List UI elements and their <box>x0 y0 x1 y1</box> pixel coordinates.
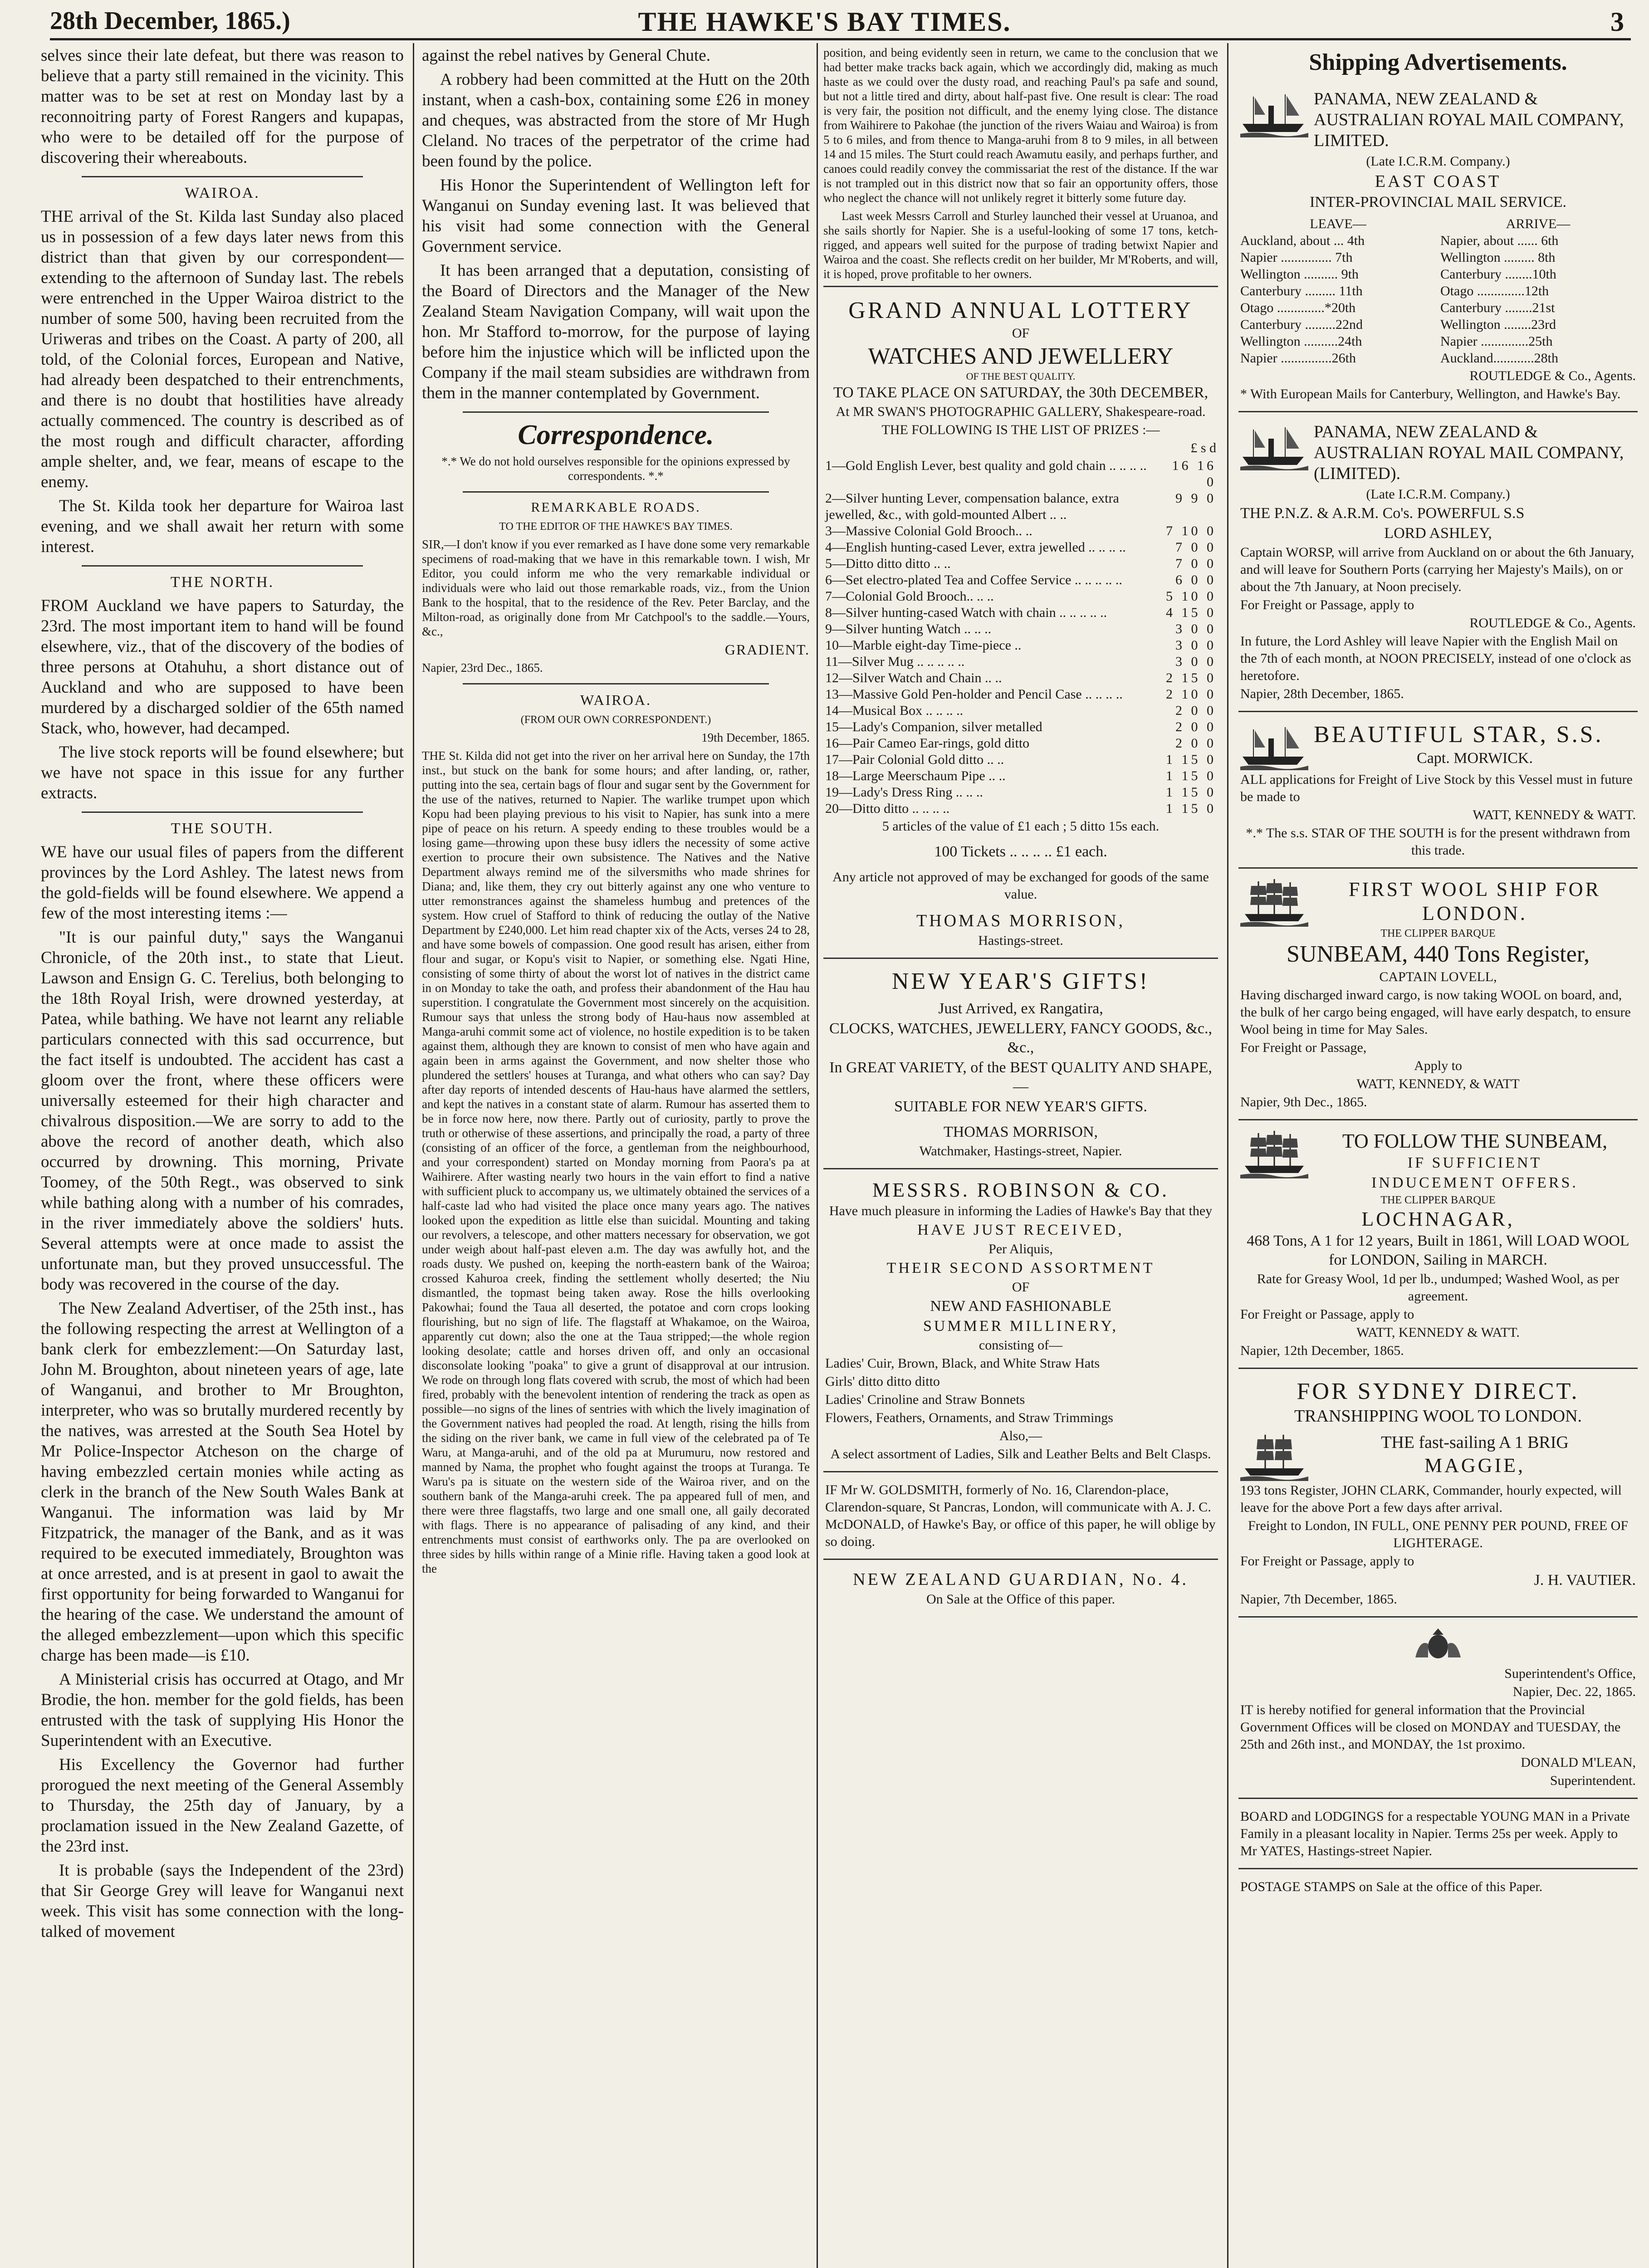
masthead-rule <box>50 38 1631 40</box>
section-rule <box>823 286 1218 287</box>
letter-date: Napier, 23rd Dec., 1865. <box>422 661 543 675</box>
article-text: His Honor the Superintendent of Wellington left for Wanganui on Sunday evening last. It was believed that his visit had some connection with the General Government service. <box>422 176 810 256</box>
prize-value: 2 10 0 <box>1166 687 1216 702</box>
ad-text: SUMMER MILLINERY, <box>923 1318 1119 1334</box>
masthead <box>0 0 1649 36</box>
ad-item: Girls' ditto ditto ditto <box>825 1374 940 1389</box>
article-text: A robbery had been committed at the Hutt on the 20th instant, when a cash-box, containing some £26 in money and cheques, was abstracted from the store of Mr Hugh Cleland. No traces of the perpetrator of the crime had been found by the police. <box>422 70 810 171</box>
section-rule <box>82 565 363 567</box>
schedule-entry: Auckland............28th <box>1440 351 1558 366</box>
ad-text: OF <box>1012 1280 1030 1295</box>
ad-robinson-millinery <box>823 1173 1218 1472</box>
prize-value: 2 15 0 <box>1166 670 1216 685</box>
ad-date: Napier, Dec. 22, 1865. <box>1512 1684 1636 1699</box>
ad-board-lodgings <box>1238 1803 1638 1869</box>
prize-value: 2 0 0 <box>1175 703 1216 718</box>
ad-headline: PANAMA, NEW ZEALAND & AUSTRALIAN ROYAL MAIL COMPANY, LIMITED. <box>1314 89 1624 150</box>
column-2 <box>422 45 810 2268</box>
ad-text: Capt. MORWICK. <box>1417 750 1533 767</box>
ad-text: consisting of— <box>979 1338 1063 1353</box>
ad-text: *.* The s.s. STAR OF THE SOUTH is for the present withdrawn from this trade. <box>1246 826 1630 858</box>
ad-text: NEW AND FASHIONABLE <box>930 1298 1111 1315</box>
ad-text: THE P.N.Z. & A.R.M. Co's. POWERFUL S.S <box>1240 505 1525 522</box>
ad-text: ALL applications for Freight of Live Stock by this Vessel must in future be made to <box>1240 772 1633 804</box>
schedule-entry: Napier ...............26th <box>1240 351 1356 366</box>
prize-name: 19—Lady's Dress Ring .. .. .. <box>825 785 983 800</box>
column-divider <box>1227 43 1228 2268</box>
prize-name: 15—Lady's Companion, silver metalled <box>825 719 1042 734</box>
prize-row <box>825 801 1216 817</box>
prize-value: 2 0 0 <box>1175 719 1216 734</box>
section-rule <box>463 491 769 493</box>
column-4 <box>1238 45 1638 2268</box>
schedule-entry: Canterbury ........10th <box>1440 267 1556 282</box>
ad-signature: THOMAS MORRISON, <box>943 1124 1098 1140</box>
schedule-entry: Napier ............... 7th <box>1240 250 1353 265</box>
ad-text: Freight to London, IN FULL, ONE PENNY PER POUND, FREE OF LIGHTERAGE. <box>1248 1518 1629 1550</box>
section-heading-north: THE NORTH. <box>170 574 274 591</box>
steamship-icon <box>1240 720 1308 770</box>
prize-value: 1 15 0 <box>1166 768 1216 783</box>
prize-row <box>825 768 1216 784</box>
ship-name: MAGGIE, <box>1424 1454 1525 1476</box>
prize-name: 4—English hunting-cased Lever, extra jewelled .. .. .. .. <box>825 540 1126 555</box>
section-rule <box>463 411 769 413</box>
ad-text: Just Arrived, ex Rangatira, <box>938 1000 1103 1017</box>
ad-signature: WATT, KENNEDY, & WATT <box>1356 1076 1520 1091</box>
article-text: It is probable (says the Independent of the 23rd) that Sir George Grey will leave for Wanganui next week. This visit has some connection with the long-talked of movement <box>41 1861 404 1941</box>
prize-name: 20—Ditto ditto .. .. .. .. <box>825 801 950 816</box>
schedule-entry: Wellington ..........24th <box>1240 334 1362 349</box>
newspaper-title: THE HAWKE'S BAY TIMES. <box>638 7 1011 37</box>
schedule-entry: Wellington ........23rd <box>1440 317 1556 332</box>
ad-text: For Freight or Passage, <box>1240 1040 1367 1055</box>
section-heading-correspondence: Correspondence. <box>518 420 714 450</box>
ship-name: LORD ASHLEY, <box>1384 525 1492 542</box>
prize-name: 7—Colonial Gold Brooch.. .. .. <box>825 589 994 604</box>
letter-addressee: TO THE EDITOR OF THE HAWKE'S BAY TIMES. <box>499 521 733 533</box>
ship-name: SUNBEAM, 440 Tons Register, <box>1287 941 1590 967</box>
disclaimer: *.* We do not hold ourselves responsible for the opinions expressed by correspondents. *.* <box>441 455 790 483</box>
ad-text: INDUCEMENT OFFERS. <box>1371 1174 1578 1191</box>
ad-text: THEIR SECOND ASSORTMENT <box>886 1260 1155 1276</box>
prize-value: 6 0 0 <box>1175 572 1216 587</box>
prize-name: 5—Ditto ditto ditto .. .. <box>825 556 951 571</box>
letter-text: SIR,—I don't know if you ever remarked as I have done some very remarkable specimens of road-making that we have in this remarkable town. I wish, Mr Editor, you could inform me who the very remarkable individual or individuals were who laid out those remarkable roads, viz., from the Union Bank to the hospital, that to the residence of the Rev. Peter Barclay, and the Milton-road, as originally done from Mr Catchpool's to the saddle.—Yours, &c., <box>422 538 810 638</box>
prize-name: 17—Pair Colonial Gold ditto .. .. <box>825 752 1004 767</box>
ad-item: Ladies' Crinoline and Straw Bonnets <box>825 1392 1025 1407</box>
ad-text: Any article not approved of may be exchanged for goods of the same value. <box>832 870 1209 902</box>
ad-new-years-gifts <box>823 963 1218 1169</box>
ad-headline: NEW YEAR'S GIFTS! <box>891 968 1150 994</box>
prize-name: 3—Massive Colonial Gold Brooch.. .. <box>825 523 1032 538</box>
section-heading-wairoa-correspondent: WAIROA. <box>580 692 651 708</box>
column-divider <box>817 43 818 2268</box>
ad-lochnagar <box>1238 1124 1638 1369</box>
prize-value: 3 0 0 <box>1175 654 1216 669</box>
currency-header: £ s d <box>1190 440 1216 455</box>
prize-row <box>825 752 1216 768</box>
ad-text: Superintendent. <box>1550 1773 1636 1788</box>
ad-text: OF <box>1012 326 1030 341</box>
prize-row <box>825 572 1216 588</box>
prize-row <box>825 703 1216 719</box>
ad-signature: THOMAS MORRISON, <box>916 911 1125 930</box>
schedule-entry: Wellington ......... 8th <box>1440 250 1556 265</box>
sailing-ship-icon <box>1240 877 1308 927</box>
ad-headline: BEAUTIFUL STAR, S.S. <box>1314 722 1604 748</box>
article-text: THE St. Kilda did not get into the river on her arrival here on Sunday, the 17th inst., but stuck on the bank for some hours; and after landing, or, rather, putting into the sea, certain bags of flour and sugar sent by the Government for the use of the natives, returned to Napier. The warlike trumpet upon which Kopu had been playing previous to his visit to Napier, has sunk into a mere pipe of peace on his return. A speedy ending to these troubles would be a losing game—throwing upon these busy idlers the necessity of some active exertion to procure their own subsistence. The Natives and the Native Department always remind me of the silversmiths who made shrines for Diana; and, like them, they cry out bitterly against any one who venture to utter remonstrances against the shameless humbug and pretences of the system. How cruel of Stafford to think of reducing the outlay of the Native Department by £240,000. Let him read chapter xix of the Acts, verses 24 to 28, and have some bowels of compassion. One good result has arisen, either from flour and sugar, or Kopu's visit to Napier, or something else. Ngati Hine, consisting of some thirty of about the worst lot of natives in the district came in on Monday to take the oath, and profess their abandonment of the Hau hau superstition. I congratulate the Government most sincerely on the acquisition. Rumour says that unless the strong body of Hau-haus now assembled at Manga-aruhi commit some act of violence, no hostile expedition is to be taken against them, although they are known to consist of men who have again and again been in arms against the Government, and now shelter those who plundered the settlers' houses at Turanga, and what others who can say? Day after day reports of intended descents of Hau-haus have alarmed the settlers, and kept the natives in a constant state of alarm. Rumour has asserted them to be in force now here, now there. Partly out of curiosity, partly to prove the truth or otherwise of these assertions, and principally the road, a party of three (consisting of an officer of the force, a gentleman from the neighbourhood, and your correspondent) started on Monday morning from Paora's pa at Waihirere. After wasting nearly two hours in the vain effort to find a native with sufficient pluck to accompany us, we ultimately obtained the services of a half-caste lad who had visited the place once many years ago. The natives looked upon the expedition as little else than suicidal. Mounting and taking our revolvers, a telescope, and other matters necessary for observation, we got under weigh about half-past eleven a.m. The day was awfully hot, and the roads dusty. We pushed on, keeping the north-eastern bank of the Wairoa; crossed Kahuroa creek, finding the settlement wholly deserted; the Niu dismantled, the topmast being taken away. Rose the hills overlooking Pakowhai; found the Taua all deserted, the potatoe and corn crops looking flourishing, but no sign of life. The flagstaff at Whakamoe, on the Wairoa, apparently cut down; also the one at the Taua stripped;—the whole region looking desolate; cattle and horses driven off, and only an occasional disconsolate looking "poaka" to give a grunt of disapproval at our intrusion. We rode on through long flats covered with scrub, the most of which had been fired, probably with the benevolent intention of rendering the track as open as possible—no signs of the lines of sentries with which the lively imagination of the Government natives had peopled the road. At length, rising the hills from the siding on the river bank, we came in full view of the celebrated pa of Te Waru, at Manga-aruhi, and of the old pa at Murumuru, now restored and manned by Nama, the prophet who fought against the troops at Turanga. Te Waru's pa is situate on the western side of the Wairoa river, and on the southern bank of the Manga-aruhi creek. The pa appeared full of men, and there were three flagstaffs, two large and one small one, all gaily decorated with flags. There is no appearance of palisading of any kind, and their entrenchments must consist of earthworks only. The pa are overlooked on three sides by hills within range of a Minie rifle. Having taken a good look at the <box>422 749 810 1575</box>
prize-name: 1—Gold English Lever, best quality and gold chain .. .. .. .. <box>825 458 1147 473</box>
ad-headline: LONDON. <box>1422 902 1527 924</box>
ad-signature: WATT, KENNEDY & WATT. <box>1473 807 1636 822</box>
ad-text: For Freight or Passage, apply to <box>1240 1554 1414 1569</box>
schedule-header-arrive: ARRIVE— <box>1506 216 1571 231</box>
mail-schedule <box>1240 232 1636 367</box>
ad-headline: FOR SYDNEY DIRECT. <box>1297 1378 1580 1404</box>
schedule-header-leave: LEAVE— <box>1310 216 1366 231</box>
ad-headline: WATCHES AND JEWELLERY <box>868 343 1174 369</box>
schedule-entry: Canterbury .........22nd <box>1240 317 1363 332</box>
prize-row <box>825 735 1216 752</box>
prize-value: 4 15 0 <box>1166 605 1216 620</box>
ad-text: 100 Tickets .. .. .. .. £1 each. <box>934 843 1107 860</box>
prize-value: 2 0 0 <box>1175 736 1216 751</box>
letter-heading: REMARKABLE ROADS. <box>531 500 701 515</box>
prize-value: 5 10 0 <box>1166 589 1216 604</box>
ad-signature: WATT, KENNEDY & WATT. <box>1356 1325 1520 1340</box>
ad-headline: PANAMA, NEW ZEALAND & AUSTRALIAN ROYAL MAIL COMPANY, (LIMITED). <box>1314 422 1624 483</box>
section-heading-wairoa: WAIROA. <box>185 185 260 201</box>
ad-signature: DONALD M'LEAN, <box>1521 1755 1636 1770</box>
column-3 <box>823 45 1218 2268</box>
ad-beautiful-star <box>1238 716 1638 869</box>
issue-date: 28th December, 1865.) <box>50 7 290 35</box>
column-1 <box>41 45 404 2268</box>
prize-row <box>825 686 1216 703</box>
ad-text: On Sale at the Office of this paper. <box>926 1592 1115 1607</box>
ad-text: 193 tons Register, JOHN CLARK, Commander, hourly expected, will leave for the above Port a few days after arrival. <box>1240 1483 1622 1515</box>
ad-date: Napier, 12th December, 1865. <box>1240 1343 1404 1358</box>
ad-lord-ashley <box>1238 416 1638 712</box>
prize-row <box>825 539 1216 556</box>
byline: (FROM OUR OWN CORRESPONDENT.) <box>520 714 711 726</box>
ad-text: For Freight or Passage, apply to <box>1240 597 1414 612</box>
prize-row <box>825 784 1216 801</box>
schedule-entry: Canterbury ......... 11th <box>1240 284 1363 298</box>
article-text: WE have our usual files of papers from the different provinces by the Lord Ashley. The latest news from the gold-fields will be found elsewhere. We append a few of the most interesting items :— <box>41 843 404 923</box>
ad-text: INTER-PROVINCIAL MAIL SERVICE. <box>1309 194 1567 210</box>
ad-text: 5 articles of the value of £1 each ; 5 ditto 15s each. <box>882 819 1160 834</box>
ad-text: THE fast-sailing A 1 BRIG <box>1381 1433 1569 1452</box>
ad-text: Rate for Greasy Wool, 1d per lb., undumped; Washed Wool, as per agreement. <box>1257 1271 1620 1304</box>
prize-row <box>825 490 1216 523</box>
ad-headline: TO FOLLOW THE SUNBEAM, <box>1342 1130 1608 1152</box>
prize-name: 16—Pair Cameo Ear-rings, gold ditto <box>825 736 1030 751</box>
ad-headline: NEW ZEALAND GUARDIAN, No. 4. <box>853 1570 1189 1589</box>
schedule-entry: Otago ..............12th <box>1440 284 1549 298</box>
ad-text: IF SUFFICIENT <box>1407 1154 1542 1171</box>
royal-crest-icon <box>1240 1626 1636 1664</box>
ad-text: SUITABLE FOR NEW YEAR'S GIFTS. <box>894 1098 1147 1115</box>
sailing-ship-icon <box>1240 1431 1308 1481</box>
ad-text: THE CLIPPER BARQUE <box>1380 1194 1496 1206</box>
article-text: selves since their late defeat, but there was reason to believe that a party still remained in the vicinity. This matter was to be set at rest on Monday last by a reconnoitring party of Forest Rangers and kupapas, who were to be detailed off for the purpose of discovering their whereabouts. <box>41 46 404 167</box>
article-text: Last week Messrs Carroll and Sturley launched their vessel at Uruanoa, and she sails shortly for Napier. She is a useful-looking of some 17 tons, ketch-rigged, and appears well suited for the purpose of trading betwixt Napier and Wairoa and the coast. She reflects credit on her builder, Mr M'Roberts, and will, it is hoped, prove profitable to her owners. <box>823 209 1218 281</box>
ad-sydney-maggie <box>1238 1373 1638 1618</box>
ad-text: TO TAKE PLACE ON SATURDAY, the 30th DECEMBER, <box>833 384 1209 401</box>
ad-text: POSTAGE STAMPS on Sale at the office of this Paper. <box>1240 1879 1543 1894</box>
sailing-ship-icon <box>1240 1129 1308 1178</box>
ship-name: LOCHNAGAR, <box>1361 1208 1515 1230</box>
ad-date: Napier, 7th December, 1865. <box>1240 1592 1397 1607</box>
prize-name: 11—Silver Mug .. .. .. .. .. <box>825 654 965 669</box>
ad-text: Having discharged inward cargo, is now taking WOOL on board, and, the bulk of her cargo being engaged, will have early despatch, to ensure Wool being in time for May Sales. <box>1240 987 1631 1037</box>
ad-text: Superintendent's Office, <box>1504 1666 1636 1681</box>
ad-panama-east-coast <box>1238 83 1638 412</box>
ad-text: HAVE JUST RECEIVED, <box>917 1222 1124 1238</box>
section-heading-south: THE SOUTH. <box>171 820 274 837</box>
page-number: 3 <box>1610 7 1624 37</box>
prize-row <box>825 637 1216 654</box>
prize-row <box>825 458 1216 490</box>
ad-date: Napier, 9th Dec., 1865. <box>1240 1095 1367 1110</box>
article-text: The live stock reports will be found elsewhere; but we have not space in this issue for any further extracts. <box>41 743 404 802</box>
article-text: against the rebel natives by General Chute. <box>422 46 710 65</box>
ad-text: At MR SWAN'S PHOTOGRAPHIC GALLERY, Shakespeare-road. <box>836 404 1206 419</box>
article-text: THE arrival of the St. Kilda last Sunday also placed us in possession of a few days later news from this district than that given by our correspondent—extending to the afternoon of Sunday last. The rebels were entrenched in the Upper Wairoa district to the number of some 500, having been recruited from the Uriweras and tribes on the Coast. A party of 200, all told, of the Colonial forces, European and Native, had already been despatched to their entrenchments, and there is no doubt that hostilities have already actually commenced. The country is described as of the most rough and difficult character, affording ample shelter, and, we fear, means of escape to the enemy. <box>41 207 404 491</box>
ad-text: Watchmaker, Hastings-street, Napier. <box>919 1144 1122 1158</box>
prize-name: 2—Silver hunting Lever, compensation balance, extra jewelled, &c., with gold-mounted Albert .. .. <box>825 491 1119 522</box>
article-text: It has been arranged that a deputation, consisting of the Board of Directors and the Manager of the New Zealand Steam Navigation Company, will wait upon the hon. Mr Stafford to-morrow, for the purpose of laying before him the injustice which will be inflicted upon the Company if the mail steam subsidies are withdrawn from them in the manner contemplated by Government. <box>422 261 810 402</box>
prize-name: 12—Silver Watch and Chain .. .. <box>825 670 1002 685</box>
ad-text: (Late I.C.R.M. Company.) <box>1366 487 1510 502</box>
article-text: His Excellency the Governor had further prorogued the next meeting of the General Assembly to Thursday, the 25th day of January, by a proclamation issued in the New Zealand Gazette, of the 23rd inst. <box>41 1755 404 1856</box>
schedule-entry: Auckland, about ... 4th <box>1240 233 1365 248</box>
schedule-entry: Napier, about ...... 6th <box>1440 233 1559 248</box>
prize-list <box>825 458 1216 817</box>
prize-name: 13—Massive Gold Pen-holder and Pencil Case .. .. .. .. <box>825 687 1123 702</box>
ad-text: THE FOLLOWING IS THE LIST OF PRIZES :— <box>881 422 1160 437</box>
prize-name: 8—Silver hunting-cased Watch with chain .. .. .. .. .. <box>825 605 1107 620</box>
prize-row <box>825 556 1216 572</box>
ad-lottery <box>823 292 1218 959</box>
prize-value: 3 0 0 <box>1175 621 1216 636</box>
article-text: The New Zealand Advertiser, of the 25th inst., has the following respecting the arrest at Wellington of a bank clerk for embezzlement:—On Saturday last, John M. Broughton, about nineteen years of age, late of Wanganui, and brother to Mr Broughton, interpreter, who was so brutally murdered recently by the natives, was arrested at the South Sea Hotel by Mr Police-Inspector Atcheson on the charge of having embezzled certain monies while acting as clerk in the branch of the New South Wales Bank at Wanganui. The information was laid by Mr Fitzpatrick, the manager of the Bank, and as it was required to be executed immediately, Broughton was at once arrested, and is at present in gaol to await the first opportunity for being forwarded to Wanganui for the hearing of the case. We understand the amount of the alleged embezzlement—upon which this specific charge has been made—is £10. <box>41 1299 404 1665</box>
schedule-entry: Otago ..............*20th <box>1240 300 1356 315</box>
ad-text: A select assortment of Ladies, Silk and Leather Belts and Belt Clasps. <box>830 1447 1211 1461</box>
article-text: position, and being evidently seen in return, we came to the conclusion that we had better make tracks back again, which we accordingly did, making as much haste as we could over the dusty road, and reaching Paul's pa safe and sound, but not a little tired and dirty, about half-past five. One result is clear: The road is very fair, the position not difficult, and the enemy lying close. The distance from Waihirere to Pakohae (the junction of the rivers Waiau and Wairoa) is from 5 to 6 miles, and from thence to Manga-aruhi from 8 to 9 miles, in all between 14 and 15 miles. The Sturt could reach Awamutu easily, and perhaps further, and canoes could readily convey the commissariat the rest of the distance. If the war is not trampled out in this district now that so fair an opportunity offers, those who neglect the chance will not unlikely regret it bitterly some future day. <box>823 46 1218 205</box>
prize-value: 7 10 0 <box>1166 523 1216 538</box>
dateline: 19th December, 1865. <box>701 731 810 744</box>
article-text: "It is our painful duty," says the Wanganui Chronicle, of the 20th inst., to state that Lieut. Lawson and Ensign G. C. Terelius, both belonging to the 18th Royal Irish, were drowned yesterday, at Patea, while bathing. We have not learnt any reliable particulars connected with this sad occurrence, but the fact itself is undoubted. The accident has cast a gloom over the front, where these officers were universally esteemed for their high character and chivalrous disposition.—We are sorry to add to the above the record of another death, which also occurred by drowning. This morning, Private Toomey, of the 50th Regt., was observed to sink while bathing along with a number of his comrades, in the river immediately above the soldiers' huts. Several attempts were at once made to assist the unfortunate man, but they proved unsuccessful. The body was recovered in the course of the day. <box>41 928 404 1294</box>
ad-text: In GREAT VARIETY, of the BEST QUALITY AND SHAPE,— <box>829 1059 1212 1095</box>
prize-value: 1 15 0 <box>1166 801 1216 816</box>
prize-value: 3 0 0 <box>1175 638 1216 653</box>
ad-text: THE CLIPPER BARQUE <box>1380 928 1496 939</box>
ad-headline: FIRST WOOL SHIP FOR <box>1349 878 1601 900</box>
ad-signature: J. H. VAUTIER. <box>1534 1572 1636 1589</box>
section-rule <box>82 176 363 177</box>
section-rule <box>82 811 363 813</box>
prize-name: 9—Silver hunting Watch .. .. .. <box>825 621 992 636</box>
ad-text: EAST COAST <box>1375 172 1502 191</box>
prize-row <box>825 588 1216 605</box>
ad-item: Ladies' Cuir, Brown, Black, and White Straw Hats <box>825 1356 1100 1371</box>
section-rule <box>463 683 769 684</box>
ad-text: Apply to <box>1414 1058 1462 1073</box>
prize-row <box>825 719 1216 735</box>
ad-text: OF THE BEST QUALITY. <box>966 371 1076 382</box>
schedule-entry: Napier ..............25th <box>1440 334 1553 349</box>
ad-text: Captain WORSP, will arrive from Auckland on or about the 6th January, and will leave for Southern Ports (carrying her Majesty's Mails), on or about the 7th January, at Noon precisely. <box>1240 545 1634 594</box>
article-text: The St. Kilda took her departure for Wairoa last evening, and we shall await her return with some interest. <box>41 497 404 556</box>
ad-headline: GRAND ANNUAL LOTTERY <box>848 298 1193 323</box>
prize-name: 10—Marble eight-day Time-piece .. <box>825 638 1022 653</box>
steamship-icon <box>1240 88 1308 137</box>
ad-headline: TRANSHIPPING WOOL TO LONDON. <box>1294 1407 1582 1426</box>
ad-superintendent-notice <box>1238 1621 1638 1799</box>
ad-text: Have much pleasure in informing the Ladies of Hawke's Bay that they <box>829 1203 1213 1218</box>
ad-text: BOARD and LODGINGS for a respectable YOUNG MAN in a Private Family in a pleasant locality in Napier. Terms 25s per week. Apply to Mr YATES, Hastings-street Napier. <box>1240 1809 1630 1858</box>
section-heading-shipping: Shipping Advertisements. <box>1309 49 1567 75</box>
ad-text: CLOCKS, WATCHES, JEWELLERY, FANCY GOODS, &c., &c., <box>829 1020 1213 1056</box>
steamship-icon <box>1240 420 1308 470</box>
ad-text: IF Mr W. GOLDSMITH, formerly of No. 16, Clarendon-place, Clarendon-square, St Pancras, London, will communicate with A. J. C. McDONALD, of Hawke's Bay, or office of this paper, he will oblige by so doing. <box>825 1482 1216 1549</box>
ad-nz-guardian <box>823 1564 1218 1616</box>
schedule-entry: Canterbury ........21st <box>1440 300 1555 315</box>
letter-signature: GRADIENT. <box>724 641 810 658</box>
ad-headline: MESSRS. ROBINSON & CO. <box>872 1179 1169 1201</box>
prize-name: 18—Large Meerschaum Pipe .. .. <box>825 768 1006 783</box>
prize-value: 7 0 0 <box>1175 540 1216 555</box>
ad-postage-stamps <box>1238 1873 1638 1904</box>
ad-text: IT is hereby notified for general information that the Provincial Government Offices will be closed on MONDAY and TUESDAY, the 25th and 26th inst., and MONDAY, the 1st proximo. <box>1240 1702 1621 1752</box>
ad-goldsmith-notice <box>823 1476 1218 1560</box>
prize-value: 1 15 0 <box>1166 752 1216 767</box>
prize-row <box>825 621 1216 637</box>
prize-row <box>825 670 1216 686</box>
ad-text: Per Aliquis, <box>988 1242 1053 1256</box>
article-text: FROM Auckland we have papers to Saturday, the 23rd. The most important item to hand will be found elsewhere, viz., that of the discovery of the bodies of three persons at Otahuhu, a short distance out of Auckland and who are supposed to have been murdered by a discharged soldier of the 65th named Stack, who, however, had decamped. <box>41 596 404 738</box>
prize-name: 6—Set electro-plated Tea and Coffee Service .. .. .. .. .. <box>825 572 1122 587</box>
prize-row <box>825 654 1216 670</box>
ad-text: * With European Mails for Canterbury, Wellington, and Hawke's Bay. <box>1240 386 1621 401</box>
ad-text: In future, the Lord Ashley will leave Napier with the English Mail on the 7th of each month, at NOON PRECISELY, instead of one o'clock as heretofore. <box>1240 634 1631 683</box>
ad-item: Flowers, Feathers, Ornaments, and Straw Trimmings <box>825 1410 1113 1425</box>
prize-value: 9 9 0 <box>1175 491 1216 506</box>
article-text: A Ministerial crisis has occurred at Otago, and Mr Brodie, the hon. member for the gold fields, has been entrusted with the task of supplying His Honor the Superintendent with an Executive. <box>41 1670 404 1750</box>
ad-text: Also,— <box>999 1428 1042 1443</box>
ad-text: CAPTAIN LOVELL, <box>1379 969 1497 984</box>
ad-sunbeam <box>1238 872 1638 1120</box>
ad-date: Napier, 28th December, 1865. <box>1240 686 1404 701</box>
prize-value: 1 15 0 <box>1166 785 1216 800</box>
ad-signature: ROUTLEDGE & Co., Agents. <box>1469 616 1636 631</box>
prize-value: 7 0 0 <box>1175 556 1216 571</box>
ad-text: For Freight or Passage, apply to <box>1240 1307 1414 1322</box>
ad-signature: ROUTLEDGE & Co., Agents. <box>1469 368 1636 383</box>
prize-row <box>825 523 1216 539</box>
column-divider <box>413 43 414 2268</box>
ad-text: 468 Tons, A 1 for 12 years, Built in 1861, Will LOAD WOOL for LONDON, Sailing in MARCH. <box>1247 1232 1629 1268</box>
ad-text: (Late I.C.R.M. Company.) <box>1366 154 1510 169</box>
prize-value: 16 16 0 <box>1172 458 1216 489</box>
schedule-entry: Wellington .......... 9th <box>1240 267 1359 282</box>
prize-name: 14—Musical Box .. .. .. .. <box>825 703 964 718</box>
prize-row <box>825 605 1216 621</box>
ad-text: Hastings-street. <box>978 933 1063 948</box>
